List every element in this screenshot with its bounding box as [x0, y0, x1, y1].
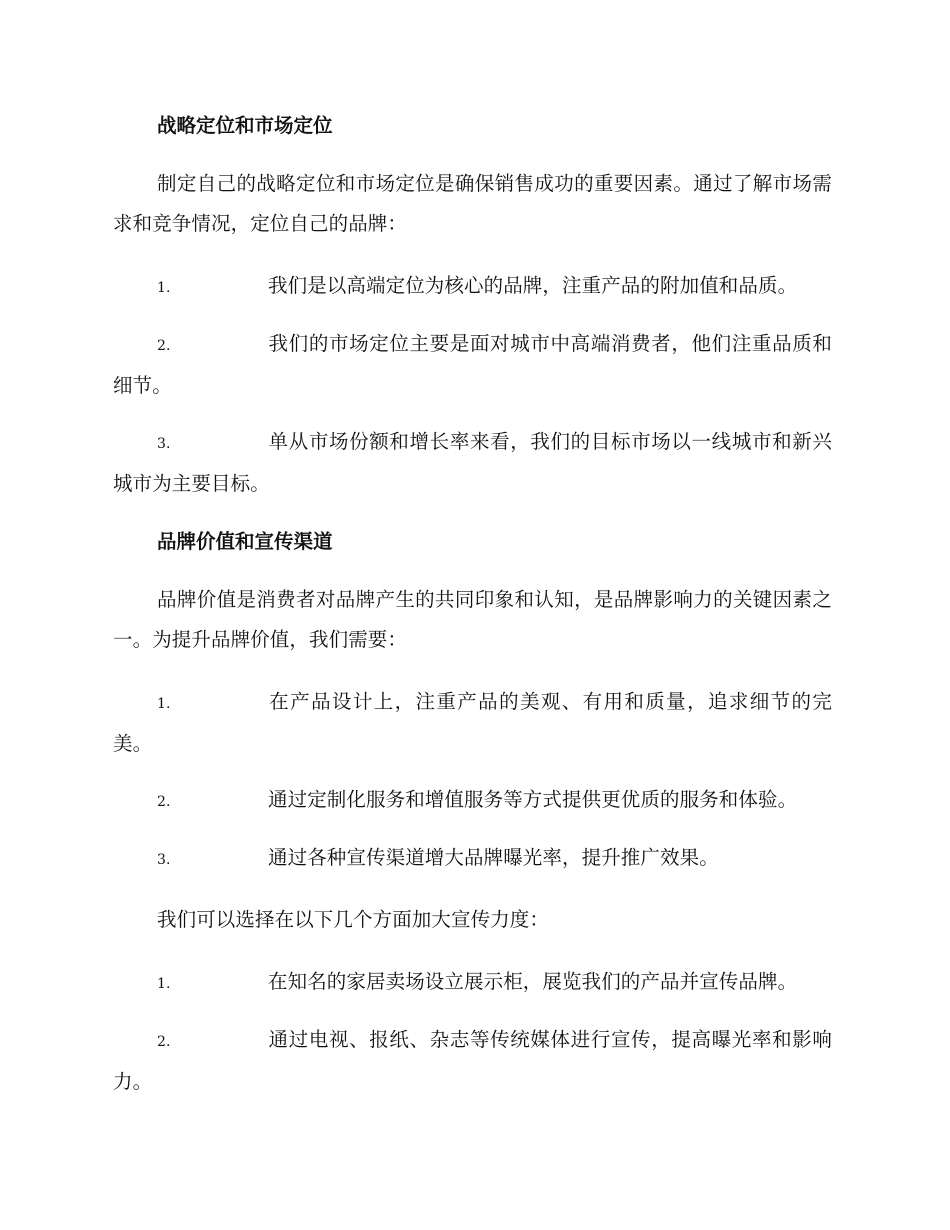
list-text: 我们的市场定位主要是面对城市中高端消费者，他们注重品质和细节。: [113, 332, 832, 397]
list-number: 2.: [157, 794, 171, 810]
list-number: 1.: [157, 696, 171, 712]
section-heading-strategy: 战略定位和市场定位: [157, 114, 333, 137]
channels-intro: 我们可以选择在以下几个方面加大宣传力度：: [157, 908, 550, 931]
list-number: 3.: [157, 436, 171, 452]
channels-list: [113, 962, 832, 1102]
list-item: [113, 838, 832, 880]
section-heading-brand: 品牌价值和宣传渠道: [157, 530, 333, 553]
list-item: [113, 324, 832, 406]
list-number: 2.: [157, 1034, 171, 1050]
list-item: [113, 1020, 832, 1102]
list-text: 我们是以高端定位为核心的品牌，注重产品的附加值和品质。: [268, 274, 798, 297]
list-number: 1.: [157, 280, 171, 296]
list-number: 3.: [157, 852, 171, 868]
list-text: 通过定制化服务和增值服务等方式提供更优质的服务和体验。: [268, 788, 798, 811]
list-item: [113, 422, 832, 504]
list-item: [113, 962, 832, 1004]
brand-list: [113, 682, 832, 880]
list-text: 通过电视、报纸、杂志等传统媒体进行宣传，提高曝光率和影响力。: [113, 1028, 832, 1093]
list-item: [113, 780, 832, 822]
list-text: 单从市场份额和增长率来看，我们的目标市场以一线城市和新兴城市为主要目标。: [113, 430, 832, 495]
list-text: 在知名的家居卖场设立展示柜，展览我们的产品并宣传品牌。: [268, 970, 798, 993]
list-number: 2.: [157, 338, 171, 354]
list-item: [113, 266, 832, 308]
strategy-list: [113, 266, 832, 504]
section-intro-brand: 品牌价值是消费者对品牌产生的共同印象和认知，是品牌影响力的关键因素之一。为提升品牌价值，我们需要：: [113, 588, 832, 651]
list-text: 通过各种宣传渠道增大品牌曝光率，提升推广效果。: [268, 846, 719, 869]
section-intro-strategy: 制定自己的战略定位和市场定位是确保销售成功的重要因素。通过了解市场需求和竞争情况，定位自己的品牌：: [113, 172, 832, 235]
list-number: 1.: [157, 976, 171, 992]
list-text: 在产品设计上，注重产品的美观、有用和质量，追求细节的完美。: [113, 690, 832, 755]
list-item: [113, 682, 832, 764]
